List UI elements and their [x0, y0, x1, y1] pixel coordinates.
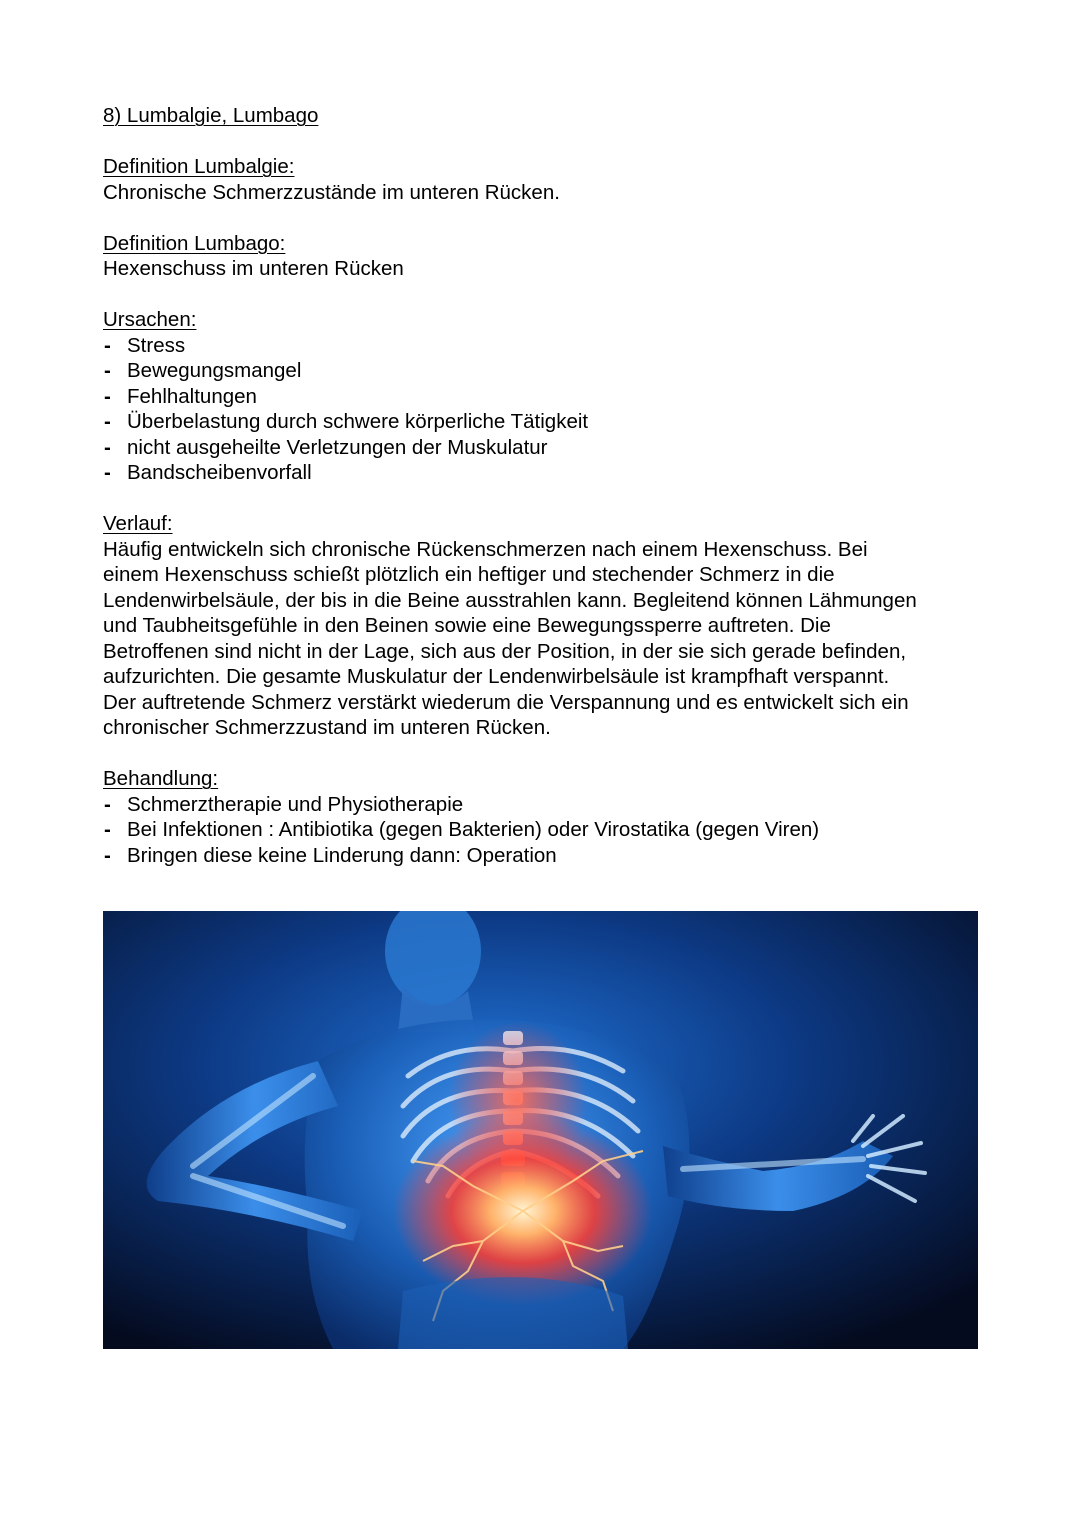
behandlung-heading: Behandlung:: [103, 767, 219, 790]
spacer: [103, 129, 978, 155]
list-item: - nicht ausgeheilte Verletzungen der Muskulatur: [103, 435, 978, 461]
verlauf-heading: Verlauf:: [103, 512, 173, 535]
paragraph-line: aufzurichten. Die gesamte Muskulatur der Lendenwirbelsäule ist krampfhaft verspannt.: [103, 665, 890, 688]
list-item: - Bewegungsmangel: [103, 358, 978, 384]
list-item: - Fehlhaltungen: [103, 384, 978, 410]
document-title: 8) Lumbalgie, Lumbago: [103, 104, 319, 127]
spacer: [103, 486, 978, 512]
list-item: - Stress: [103, 333, 978, 359]
verlauf-paragraph: [103, 537, 978, 741]
paragraph-line: Der auftretende Schmerz verstärkt wiederum die Verspannung und es entwickelt sich ein: [103, 690, 909, 714]
list-item: - Bandscheibenvorfall: [103, 460, 978, 486]
list-item: - Überbelastung durch schwere körperliche Tätigkeit: [103, 409, 978, 435]
spacer: [103, 282, 978, 308]
lumbago-heading: Definition Lumbago:: [103, 231, 286, 255]
lumbago-definition: Hexenschuss im unteren Rücken: [103, 257, 404, 280]
ursachen-heading: Ursachen:: [103, 308, 197, 331]
paragraph-line: chronischer Schmerzzustand im unteren Rücken.: [103, 716, 551, 739]
list-item: - Bringen diese keine Linderung dann: Operation: [103, 843, 978, 869]
spacer: [103, 205, 978, 231]
ursachen-list: [103, 333, 978, 486]
lumbalgie-heading: Definition Lumbalgie:: [103, 155, 295, 178]
back-pain-illustration-icon: [103, 911, 978, 1349]
paragraph-line: Häufig entwickeln sich chronische Rückenschmerzen nach einem Hexenschuss. Bei: [103, 537, 868, 561]
spacer: [103, 741, 978, 767]
paragraph-line: Lendenwirbelsäule, der bis in die Beine ausstrahlen kann. Begleitend können Lähmungen: [103, 588, 917, 612]
document-page: [103, 103, 978, 868]
paragraph-line: Betroffenen sind nicht in der Lage, sich aus der Position, in der sie sich gerade befinden,: [103, 639, 907, 663]
illustration-canvas: [103, 911, 978, 1349]
list-item: - Schmerztherapie und Physiotherapie: [103, 792, 978, 818]
list-item: - Bei Infektionen : Antibiotika (gegen Bakterien) oder Virostatika (gegen Viren): [103, 817, 978, 843]
pelvis-shape: [398, 1277, 628, 1349]
paragraph-line: einem Hexenschuss schießt plötzlich ein heftiger und stechender Schmerz in die: [103, 563, 835, 586]
behandlung-list: [103, 792, 978, 869]
lumbalgie-definition: Chronische Schmerzzustände im unteren Rücken.: [103, 180, 560, 204]
paragraph-line: und Taubheitsgefühle in den Beinen sowie eine Bewegungssperre auftreten. Die: [103, 614, 831, 637]
